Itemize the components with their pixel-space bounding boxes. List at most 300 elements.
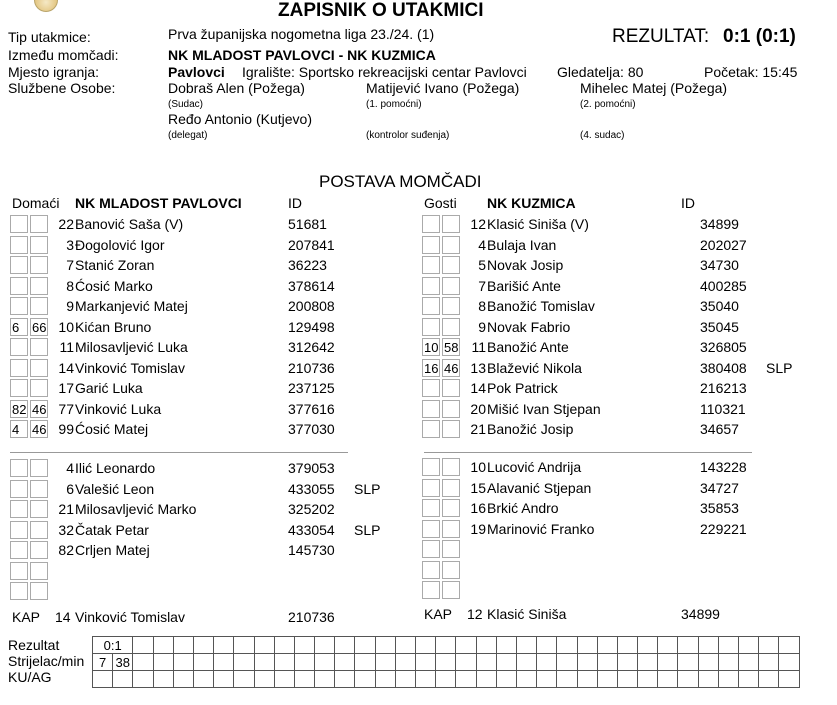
result-grid-cell [133,671,153,688]
tip-label: Tip utakmice: [8,29,91,45]
minute-box [442,379,460,397]
minute-box [442,236,460,254]
player-id: 145730 [288,542,335,558]
home-team-name: NK MLADOST PAVLOVCI [75,195,242,211]
result-grid-cell [557,654,577,671]
result-grid-cell [577,671,597,688]
result-grid-cell [557,637,577,654]
player-number: 4 [478,236,486,253]
result-grid-cell [416,671,436,688]
result-grid-cell [173,637,193,654]
player-id: 34899 [700,216,739,232]
player-number: 3 [66,236,74,253]
player-number: 16 [470,500,486,516]
result-grid-cell [658,637,678,654]
result-grid-cell [395,637,415,654]
result-grid-cell [698,671,718,688]
player-number: 21 [470,421,486,437]
result-grid-cell [456,671,476,688]
player-name: Ćosić Marko [75,277,153,294]
result-grid-cell [638,637,658,654]
player-number: 32 [58,521,74,538]
minute-box [422,297,440,315]
result-grid-cell [537,654,557,671]
result-grid-cell: 38 [113,654,133,671]
official-role: (2. pomoćni) [580,99,636,110]
official-name: Matijević Ivano (Požega) [366,80,520,96]
pitch-value: Igralište: Sportsko rekreacijski centar Pavlovci [242,64,527,80]
result-grid-cell [214,637,234,654]
result-grid-cell [779,637,800,654]
player-id: 210736 [288,359,335,376]
kickoff-value: Početak: 15:45 [704,64,798,80]
minute-box [30,582,48,600]
result-grid-cell [557,671,577,688]
result-grid-cell [294,654,314,671]
minute-box [422,236,440,254]
minute-box [30,297,48,315]
result-grid-cell [759,654,779,671]
result-grid-cell [214,671,234,688]
minute-box [30,500,48,518]
player-number: 17 [58,380,74,396]
result-grid-cell [254,654,274,671]
player-note: SLP [766,359,793,376]
player-id: 433055 [288,480,335,497]
player-name: Đogolović Igor [75,236,165,253]
player-number [462,561,486,581]
player-note: SLP [354,480,381,497]
result-grid-cell [153,637,173,654]
result-grid-cell [638,654,658,671]
result-grid-cell [456,654,476,671]
result-grid-cell [254,637,274,654]
result-grid-cell [577,654,597,671]
player-name: Kićan Bruno [75,318,152,335]
result-grid-cell: 0:1 [93,637,133,654]
result-grid-cell [274,637,294,654]
result-grid-cell [193,637,213,654]
home-captain-name: Vinković Tomislav [75,609,185,625]
player-id: 207841 [288,236,335,253]
minute-box [422,318,440,336]
minute-box: 58 [444,340,459,355]
player-name: Banožić Ante [487,339,569,355]
player-name: Klasić Siniša (V) [487,216,589,232]
player-name: Stanić Zoran [75,257,155,273]
player-name: Milosavljević Marko [75,501,197,517]
result-grid-cell [597,654,617,671]
player-id: 379053 [288,460,335,476]
player-id: 35853 [700,500,739,516]
player-id: 143228 [700,459,747,475]
result-grid-cell [759,671,779,688]
scorer-row-label: Strijelac/min [8,653,85,669]
player-number: 8 [478,298,486,314]
result-grid-cell [577,637,597,654]
player-number [50,562,74,582]
player-number: 11 [59,339,74,355]
player-name: Vinković Tomislav [75,359,185,376]
player-number: 14 [470,380,486,396]
result-grid-cell [193,671,213,688]
minute-box [422,400,440,418]
result-grid-cell [779,671,800,688]
result-grid-cell [617,654,637,671]
result-grid [92,636,800,688]
spectators-value: Gledatelja: 80 [557,64,644,80]
player-id: 34657 [700,421,739,437]
official-role: (Sudac) [168,99,204,110]
result-grid-cell [274,654,294,671]
minute-box [442,458,460,476]
minute-box [10,297,28,315]
result-grid-cell [456,637,476,654]
home-id-header: ID [288,195,302,211]
player-number: 82 [58,542,74,558]
result-grid-cell [537,671,557,688]
result-grid-cell [234,671,254,688]
official-role: (1. pomoćni) [366,99,422,110]
official-name: Mihelec Matej (Požega) [580,80,728,96]
minute-box: 4 [10,420,28,438]
minute-box [30,541,48,559]
minute-box [30,459,48,477]
player-id: 377616 [288,400,335,417]
away-captain-id: 34899 [681,606,720,622]
player-number: 9 [66,298,74,314]
result-grid-cell [658,671,678,688]
player-name: Banožić Josip [487,421,574,437]
venue-label: Mjesto igranja: [8,64,100,80]
player-name: Marinović Franko [487,520,595,537]
official-role: (delegat) [168,130,208,141]
result-grid-cell [698,637,718,654]
player-name: Blažević Nikola [487,359,582,376]
player-name: Novak Fabrio [487,318,571,335]
player-id: 216213 [700,380,747,396]
result-grid-cell [678,637,698,654]
player-id: 326805 [700,339,747,355]
result-value: 0:1 (0:1) [723,26,796,47]
minute-box [442,499,460,517]
result-grid-cell [416,637,436,654]
player-name: Čatak Petar [75,521,149,538]
player-number: 77 [58,400,74,417]
home-side-label: Domaći [12,195,60,211]
result-grid-cell [355,637,375,654]
page-title: ZAPISNIK O UTAKMICI [278,0,484,21]
result-grid-row [93,637,800,654]
player-name: Milosavljević Luka [75,339,188,355]
away-captain-number: 12 [467,606,483,622]
result-grid-cell [678,654,698,671]
player-id: 51681 [288,216,327,232]
result-grid-cell [436,637,456,654]
result-grid-cell [537,637,557,654]
minute-box [30,215,48,233]
result-grid-cell [436,671,456,688]
player-name: Crljen Matej [75,542,150,558]
federation-logo-icon [34,0,58,12]
result-grid-row [93,671,800,688]
player-name: Pok Patrick [487,380,558,396]
home-captain-number: 14 [55,609,71,625]
player-number: 10 [58,318,74,335]
minute-box [30,338,48,356]
player-name: Alavanić Stjepan [487,479,592,496]
result-grid-cell [234,654,254,671]
minute-box [30,562,48,580]
minute-box: 66 [32,319,47,335]
away-team-name: NK KUZMICA [487,195,576,211]
teams-label: Između momčadi: [8,47,119,63]
minute-box: 10 [424,340,439,355]
result-grid-cell [153,654,173,671]
result-grid-cell [597,671,617,688]
player-id: 312642 [288,339,335,355]
minute-box [422,420,440,438]
minute-box [442,297,460,315]
player-number: 4 [66,460,74,476]
player-id: 110321 [700,400,746,417]
result-grid-cell [496,654,516,671]
result-grid-cell [718,654,738,671]
minute-box [10,521,28,539]
teams-value: NK MLADOST PAVLOVCI - NK KUZMICA [168,47,436,63]
result-grid-cell [395,654,415,671]
result-grid-cell [658,654,678,671]
minute-box: 46 [32,422,47,437]
minute-box [10,562,28,580]
result-grid-cell [113,671,133,688]
result-grid-cell [395,671,415,688]
minute-box [442,318,460,336]
result-label: REZULTAT: [612,26,710,47]
player-number [462,581,486,601]
player-number: 13 [470,359,486,376]
player-name: Banović Saša (V) [75,216,184,232]
result-grid-cell [133,637,153,654]
player-id: 237125 [288,380,335,396]
player-id: 433054 [288,521,335,538]
minute-box [442,400,460,418]
result-grid-cell [718,637,738,654]
player-name: Markanjević Matej [75,298,188,314]
cards-row-label: KU/AG [8,669,52,685]
result-grid-cell [638,671,658,688]
minute-box [422,499,440,517]
result-grid-cell [476,637,496,654]
result-grid-cell [315,637,335,654]
player-id: 325202 [288,501,335,517]
result-grid-cell [779,654,800,671]
player-name: Lucović Andrija [487,459,582,475]
result-grid-cell [173,671,193,688]
home-captain-label: KAP [12,609,41,625]
home-captain-id: 210736 [288,609,335,625]
player-number [462,540,486,560]
away-captain-name: Klasić Siniša [487,606,567,622]
official-name: Dobraš Alen (Požega) [168,80,305,96]
player-name: Novak Josip [487,257,564,273]
result-grid-cell [597,637,617,654]
minute-box [422,561,440,579]
minute-box [10,379,28,397]
player-name: Ćosić Matej [75,421,149,437]
minute-box: 46 [32,401,47,417]
minute-box [10,277,28,295]
minute-box [30,379,48,397]
minute-box [30,277,48,295]
minute-box [442,277,460,295]
lineup-title: POSTAVA MOMČADI [319,172,482,191]
player-note: SLP [354,521,381,538]
minute-box [442,479,460,497]
result-grid-cell [375,637,395,654]
result-grid-cell [476,654,496,671]
result-grid-cell [214,654,234,671]
away-id-header: ID [681,195,695,211]
player-number: 7 [478,277,486,294]
player-name: Barišić Ante [487,277,561,294]
minute-box [422,215,440,233]
result-grid-cell [496,637,516,654]
result-grid-cell [516,654,536,671]
result-grid-row [93,654,800,671]
minute-box: 16 [424,360,439,376]
player-id: 34730 [700,257,739,273]
player-name: Valešić Leon [75,480,155,497]
player-number: 5 [478,257,486,273]
result-grid-cell [93,671,113,688]
result-grid-cell [698,654,718,671]
minute-box [442,256,460,274]
result-grid-cell [739,637,759,654]
result-grid-cell [355,671,375,688]
minute-box [422,277,440,295]
official-role: (4. sudac) [580,130,625,141]
minute-box: 46 [444,360,459,376]
player-id: 229221 [700,520,747,537]
result-grid-cell [315,671,335,688]
player-id: 378614 [288,277,335,294]
minute-box: 6 [10,318,28,336]
player-number: 9 [478,318,486,335]
minute-box [30,521,48,539]
result-grid-cell [335,671,355,688]
minute-box [10,459,28,477]
player-name: Brkić Andro [487,500,559,516]
result-grid-cell [274,671,294,688]
player-number: 99 [58,421,74,437]
player-name: Bulaja Ivan [487,236,557,253]
result-grid-cell [153,671,173,688]
result-grid-cell [375,654,395,671]
result-grid-cell: 7 [93,654,113,671]
player-number [50,582,74,602]
player-name: Vinković Luka [75,400,162,417]
result-grid-cell [496,671,516,688]
minute-box: 82 [12,401,27,417]
result-grid-cell [678,671,698,688]
away-captain-label: KAP [424,606,453,622]
player-id: 380408 [700,359,747,376]
result-grid-cell [718,671,738,688]
result-grid-cell [355,654,375,671]
result-grid-cell [254,671,274,688]
result-grid-cell [739,654,759,671]
player-name: Garić Luka [75,380,143,396]
minute-box [30,480,48,498]
result-grid-cell [516,671,536,688]
minute-box [10,338,28,356]
result-grid-cell [436,654,456,671]
venue-value: Pavlovci [168,64,225,80]
player-number: 19 [470,520,486,537]
result-grid-cell [294,671,314,688]
player-id: 34727 [700,479,739,496]
minute-box [30,236,48,254]
result-row-label: Rezultat [8,637,60,653]
result-grid-cell [173,654,193,671]
minute-box [422,458,440,476]
result-grid-cell [315,654,335,671]
player-name: Banožić Tomislav [487,298,595,314]
player-number: 15 [470,479,486,496]
player-number: 6 [66,480,74,497]
player-number: 21 [58,501,74,517]
minute-box [10,582,28,600]
player-name: Mišić Ivan Stjepan [487,400,601,417]
result-grid-cell [617,671,637,688]
minute-box [442,520,460,538]
result-grid-cell [516,637,536,654]
divider [10,452,348,453]
minute-box [422,479,440,497]
minute-box [10,359,28,377]
player-number: 14 [58,359,74,376]
tip-value: Prva županijska nogometna liga 23./24. (1) [168,26,435,42]
player-number: 20 [470,400,486,417]
minute-box [30,256,48,274]
official-role: (kontrolor suđenja) [366,130,450,141]
minute-box [30,359,48,377]
player-name: Ilić Leonardo [75,460,156,476]
minute-box [422,520,440,538]
player-number: 12 [470,216,486,232]
minute-box [10,236,28,254]
result-grid-cell [416,654,436,671]
minute-box [422,379,440,397]
minute-box [10,256,28,274]
result-grid-cell [476,671,496,688]
minute-box [442,215,460,233]
result-grid-cell [335,654,355,671]
player-number: 10 [470,459,486,475]
minute-box [442,420,460,438]
player-id: 202027 [700,236,747,253]
player-id: 400285 [700,277,747,294]
minute-box [442,540,460,558]
result-grid-cell [234,637,254,654]
minute-box [422,540,440,558]
result-grid-cell [617,637,637,654]
player-id: 36223 [288,257,327,273]
player-id: 129498 [288,318,335,335]
player-id: 35045 [700,318,739,335]
minute-box [442,581,460,599]
